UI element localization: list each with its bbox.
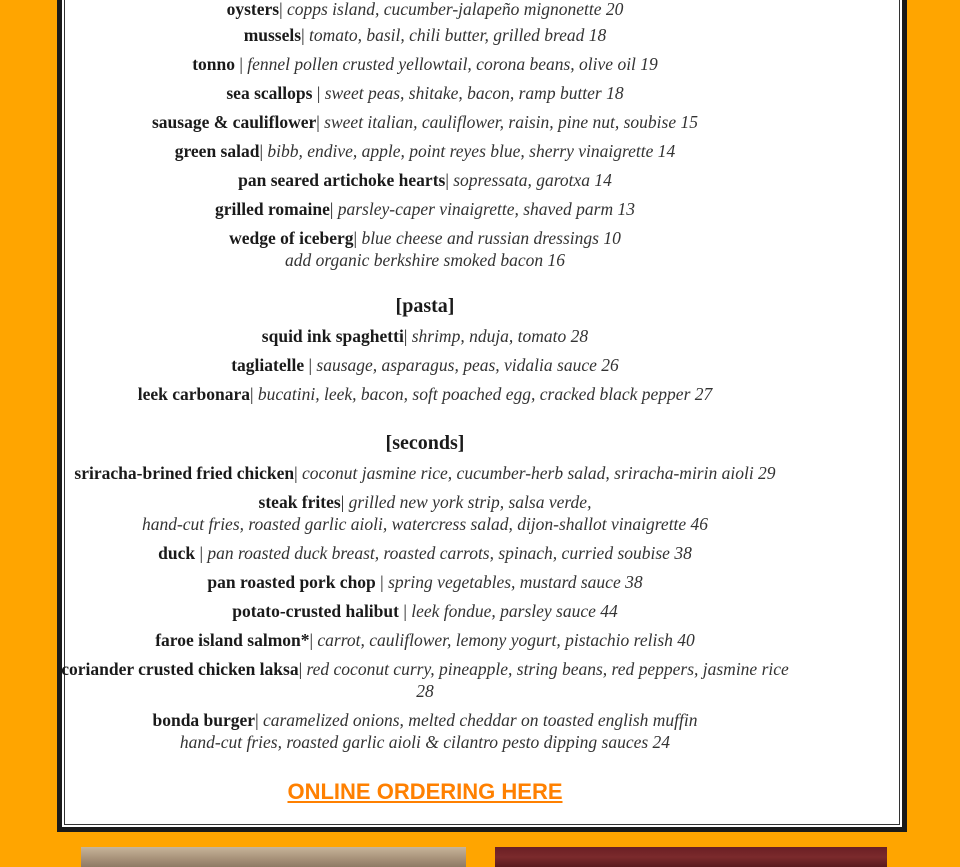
- section-title-pasta: [pasta]: [395, 295, 455, 317]
- menu-item-mussels: [4, 24, 846, 46]
- item-description-extra: 28: [416, 681, 434, 701]
- item-description-extra: hand-cut fries, roasted garlic aioli, watercress salad, dijon-shallot vinaigrette 46: [141, 514, 709, 534]
- menu-item-sausage-cauliflower: [4, 111, 846, 133]
- item-name: sriracha-brined fried chicken: [74, 463, 295, 483]
- separator: |: [301, 25, 305, 45]
- separator: |: [445, 170, 449, 190]
- item-description: red coconut curry, pineapple, string beans, red peppers, jasmine rice: [306, 659, 789, 679]
- separator: |: [294, 463, 298, 483]
- restaurant-photo: [81, 847, 466, 867]
- menu-item-steak-frites: [4, 491, 846, 535]
- item-name: mussels: [243, 25, 302, 45]
- item-description: bibb, endive, apple, point reyes blue, sherry vinaigrette 14: [267, 141, 676, 161]
- item-name: pan roasted pork chop: [207, 572, 376, 592]
- separator: |: [403, 326, 408, 346]
- item-description: sausage, asparagus, peas, vidalia sauce 26: [316, 355, 619, 375]
- item-description: tomato, basil, chili butter, grilled bread 18: [308, 25, 607, 45]
- menu-item-leek-carbonara: [4, 383, 846, 405]
- item-name: potato-crusted halibut: [232, 601, 399, 621]
- item-description: sopressata, garotxa 14: [453, 170, 612, 190]
- item-name: tagliatelle: [231, 355, 305, 375]
- menu-item-chicken-laksa: [4, 658, 846, 702]
- item-name: pan seared artichoke hearts: [238, 170, 446, 190]
- restaurant-photo: [495, 847, 887, 867]
- menu-item-artichoke-hearts: [4, 169, 846, 191]
- item-description: blue cheese and russian dressings 10: [361, 228, 621, 248]
- menu-item-pork-chop: [4, 571, 846, 593]
- item-name: sea scallops: [226, 83, 313, 103]
- separator: |: [340, 492, 345, 512]
- menu-item-halibut: [4, 600, 846, 622]
- item-name: bonda burger: [152, 710, 256, 730]
- separator: |: [235, 54, 243, 74]
- item-description: spring vegetables, mustard sauce 38: [388, 572, 643, 592]
- menu-item-grilled-romaine: [4, 198, 846, 220]
- item-name: wedge of iceberg: [229, 228, 354, 248]
- separator: |: [316, 112, 320, 132]
- item-description: bucatini, leek, bacon, soft poached egg, cracked black pepper 27: [257, 384, 713, 404]
- item-description: shrimp, nduja, tomato 28: [411, 326, 589, 346]
- item-name: steak frites: [258, 492, 341, 512]
- separator: |: [250, 384, 254, 404]
- menu-item-wedge-of-iceberg: [4, 227, 846, 271]
- menu-panel: [57, 0, 907, 832]
- separator: |: [195, 543, 203, 563]
- item-description-extra: hand-cut fries, roasted garlic aioli & cilantro pesto dipping sauces 24: [179, 732, 671, 752]
- item-name: oysters: [226, 0, 280, 19]
- section-title-seconds: [seconds]: [385, 432, 465, 454]
- item-description: coconut jasmine rice, cucumber-herb salad, sriracha-mirin aioli 29: [302, 463, 776, 483]
- separator: |: [329, 199, 334, 219]
- item-description: carrot, cauliflower, lemony yogurt, pistachio relish 40: [317, 630, 695, 650]
- online-ordering-link[interactable]: ONLINE ORDERING HERE: [287, 779, 563, 804]
- separator: |: [309, 630, 314, 650]
- separator: |: [259, 141, 263, 161]
- menu-item-tonno: [4, 53, 846, 75]
- item-name: tonno: [192, 54, 235, 74]
- menu-item-oysters: [4, 0, 846, 20]
- menu-item-tagliatelle: [4, 354, 846, 376]
- item-description: copps island, cucumber-jalapeño mignonette 20: [286, 0, 624, 19]
- item-name: grilled romaine: [214, 199, 330, 219]
- separator: |: [398, 601, 407, 621]
- item-name: squid ink spaghetti: [261, 326, 404, 346]
- item-description: leek fondue, parsley sauce 44: [411, 601, 618, 621]
- menu-item-green-salad: [4, 140, 846, 162]
- menu-item-bonda-burger: [4, 709, 846, 753]
- item-description: parsley-caper vinaigrette, shaved parm 13: [337, 199, 636, 219]
- item-name: duck: [158, 543, 196, 563]
- separator: |: [255, 710, 259, 730]
- separator: |: [375, 572, 384, 592]
- menu-item-fried-chicken: [4, 462, 846, 484]
- item-description: pan roasted duck breast, roasted carrots, spinach, curried soubise 38: [207, 543, 692, 563]
- separator: |: [312, 83, 321, 103]
- separator: |: [279, 0, 283, 19]
- menu-item-duck: [4, 542, 846, 564]
- item-description-extra: add organic berkshire smoked bacon 16: [284, 250, 566, 270]
- item-description: grilled new york strip, salsa verde,: [348, 492, 592, 512]
- menu-item-squid-ink-spaghetti: [4, 325, 846, 347]
- item-name: coriander crusted chicken laksa: [61, 659, 299, 679]
- item-description: sweet peas, shitake, bacon, ramp butter 18: [324, 83, 624, 103]
- item-name: faroe island salmon*: [155, 630, 310, 650]
- menu-item-salmon: [4, 629, 846, 651]
- separator: |: [353, 228, 358, 248]
- item-name: sausage & cauliflower: [151, 112, 317, 132]
- menu-item-sea-scallops: [4, 82, 846, 104]
- separator: |: [298, 659, 303, 679]
- item-name: green salad: [174, 141, 260, 161]
- separator: |: [304, 355, 313, 375]
- item-description: sweet italian, cauliflower, raisin, pine nut, soubise 15: [324, 112, 698, 132]
- item-name: leek carbonara: [137, 384, 250, 404]
- item-description: caramelized onions, melted cheddar on toasted english muffin: [262, 710, 698, 730]
- item-description: fennel pollen crusted yellowtail, corona beans, olive oil 19: [247, 54, 658, 74]
